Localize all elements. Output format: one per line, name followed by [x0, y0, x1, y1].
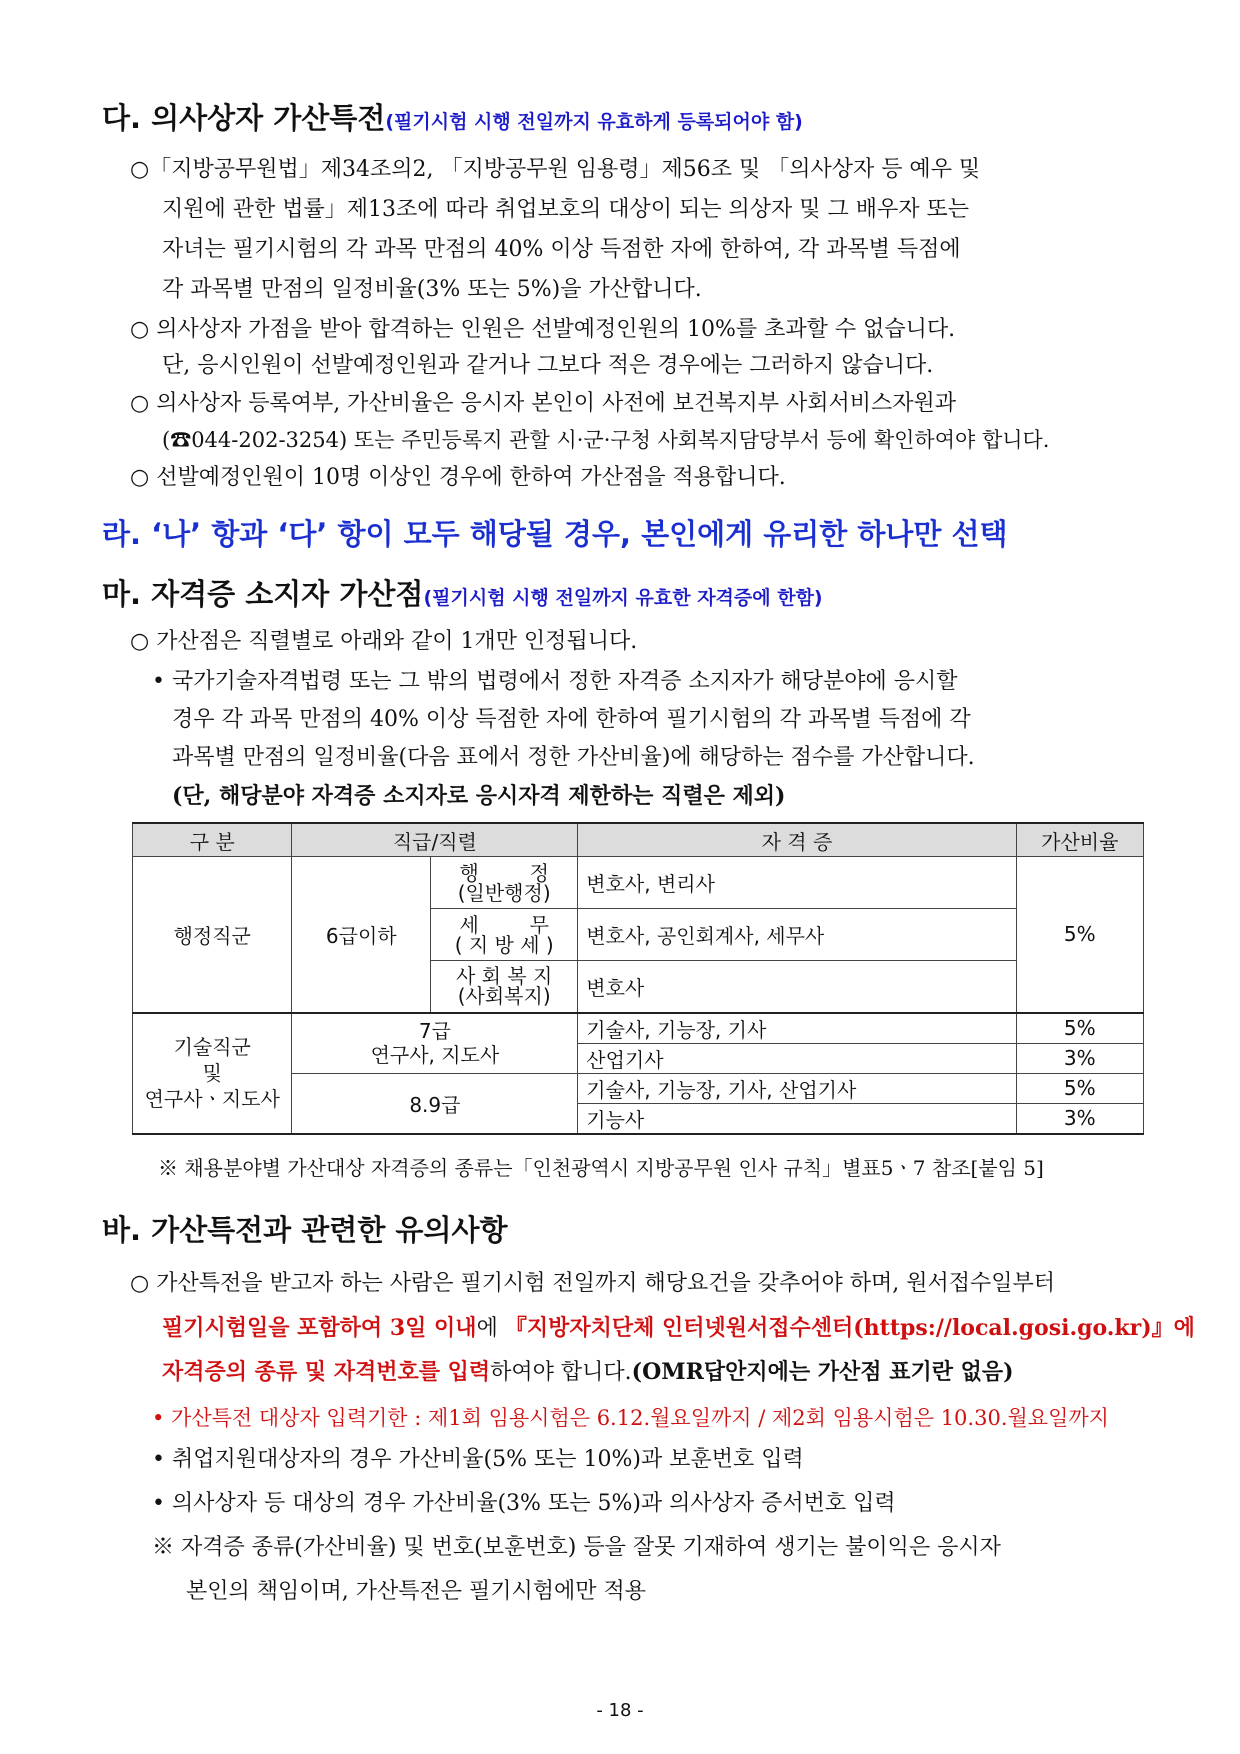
admin-cert-cell: 변호사, 공인회계사, 세무사: [578, 909, 1016, 961]
admin-cert-cell: 변호사, 변리사: [578, 857, 1016, 909]
tech-group-line: 연구사ㆍ지도사: [144, 1087, 280, 1111]
series-sublabel: (일반행정): [457, 880, 551, 905]
section-ba-heading: 바. 가산특전과 관련한 유의사항: [102, 1213, 508, 1247]
table-row: [133, 857, 1144, 909]
certificate-bonus-table: [132, 822, 1144, 1135]
series-sublabel: ( 지 방 세 ): [454, 932, 554, 957]
da-bullet-2-line-2: 단, 응시인원이 선발예정인원과 같거나 그보다 적은 경우에는 그러하지 않습니다.: [162, 353, 934, 378]
section-da-title: 다. 의사상자 가산특전: [102, 101, 386, 135]
ma-dash-1-line-2: 경우 각 과목 만점의 40% 이상 득점한 자에 한하여 필기시험의 각 과목별 득점에 각: [172, 707, 971, 732]
tech-cert-cell: 산업기사: [578, 1043, 1016, 1073]
tech-grade-7-cell: [292, 1013, 578, 1074]
da-bullet-1-line-4: 각 과목별 만점의 일정비율(3% 또는 5%)을 가산합니다.: [162, 277, 702, 302]
ba-bullet-1-line-1: ○ 가산특전을 받고자 하는 사람은 필기시험 전일까지 해당요건을 갖추어야 하며, 원서접수일부터: [130, 1271, 1055, 1296]
section-da-note: (필기시험 시행 전일까지 유효하게 등록되어야 함): [385, 111, 803, 133]
da-bullet-3-line-1: ○ 의사상자 등록여부, 가산비율은 응시자 본인이 사전에 보건복지부 사회서비스자원과: [130, 391, 956, 416]
ma-dash-1-line-1: • 국가기술자격법령 또는 그 밖의 법령에서 정한 자격증 소지자가 해당분야에 응시할: [152, 669, 958, 694]
tech-group-line: 및: [202, 1061, 222, 1085]
tech-grade-line: 7급: [418, 1019, 451, 1043]
tech-grade-line: 연구사, 지도사: [370, 1043, 500, 1067]
admin-series-cell: [431, 857, 578, 909]
admin-group-cell: 행정직군: [133, 857, 292, 1013]
section-ra-heading: 라. ‘나’ 항과 ‘다’ 항이 모두 해당될 경우, 본인에게 유리한 하나만 선택: [102, 517, 1008, 551]
table-header-row: [133, 823, 1144, 857]
admin-grade-cell: 6급이하: [292, 857, 431, 1013]
series-sublabel: (사회복지): [457, 984, 551, 1009]
section-ma-note: (필기시험 시행 전일까지 유효한 자격증에 한함): [423, 587, 823, 609]
tech-group-line: 기술직군: [173, 1035, 251, 1059]
series-label: 행 정: [459, 860, 549, 885]
da-bullet-1-line-1: ○「지방공무원법」제34조의2, 「지방공무원 임용령」제56조 및 「의사상자 등 예우 및: [130, 157, 981, 182]
tech-rate-cell: 5%: [1016, 1073, 1143, 1103]
ma-dash-1-exception: (단, 해당분야 자격증 소지자로 응시자격 제한하는 직렬은 제외): [172, 783, 786, 809]
table-footnote: ※ 채용분야별 가산대상 자격증의 종류는「인천광역시 지방공무원 인사 규칙」별표5ㆍ7 참조[붙임 5]: [158, 1156, 1044, 1180]
ba-note-line-1: ※ 자격증 종류(가산비율) 및 번호(보훈번호) 등을 잘못 기재하여 생기는 불이익은 응시자: [152, 1535, 1001, 1560]
tech-cert-cell: 기술사, 기능장, 기사: [578, 1013, 1016, 1044]
ba-text: 하여야 합니다.: [490, 1360, 632, 1385]
header-grade: 직급/직렬: [292, 823, 578, 857]
ba-text: 에: [476, 1316, 505, 1341]
series-label: 사 회 복 지: [456, 964, 553, 989]
section-da-heading: [102, 96, 803, 137]
ba-note-line-2: 본인의 책임이며, 가산특전은 필기시험에만 적용: [186, 1579, 647, 1604]
admin-series-cell: [431, 961, 578, 1013]
da-bullet-1-line-3: 자녀는 필기시험의 각 과목 만점의 40% 이상 득점한 자에 한하여, 각 과목별 득점에: [162, 237, 961, 262]
ba-omr-note: (OMR답안지에는 가산점 표기란 없음): [631, 1359, 1014, 1385]
admin-rate-cell: 5%: [1016, 857, 1143, 1013]
tech-rate-cell: 3%: [1016, 1043, 1143, 1073]
tech-cert-cell: 기술사, 기능장, 기사, 산업기사: [578, 1073, 1016, 1103]
section-ma-heading: [102, 572, 823, 613]
ma-dash-1-line-3: 과목별 만점의 일정비율(다음 표에서 정한 가산비율)에 해당하는 점수를 가산합니다.: [172, 745, 975, 770]
admin-series-cell: [431, 909, 578, 961]
tech-rate-cell: 5%: [1016, 1013, 1143, 1044]
da-bullet-1-line-2: 지원에 관한 법률」제13조에 따라 취업보호의 대상이 되는 의상자 및 그 배우자 또는: [162, 197, 969, 222]
ma-bullet-1: ○ 가산점은 직렬별로 아래와 같이 1개만 인정됩니다.: [130, 629, 638, 654]
ba-dash-1: • 가산특전 대상자 입력기한 : 제1회 임용시험은 6.12.월요일까지 / 제2회 임용시험은 10.30.월요일까지: [152, 1406, 1109, 1430]
series-label: 세 무: [459, 912, 549, 937]
header-rate: 가산비율: [1016, 823, 1143, 857]
tech-cert-cell: 기능사: [578, 1103, 1016, 1134]
ba-dash-3: • 의사상자 등 대상의 경우 가산비율(3% 또는 5%)과 의사상자 증서번호 입력: [152, 1491, 896, 1516]
page-number: - 18 -: [596, 1700, 644, 1721]
ba-input-highlight: 자격증의 종류 및 자격번호를 입력: [162, 1359, 491, 1385]
ba-bullet-1-line-2: [162, 1308, 1195, 1349]
ba-deadline-highlight: 필기시험일을 포함하여 3일 이내: [162, 1315, 477, 1341]
ba-bullet-1-line-3: [162, 1352, 1014, 1393]
da-bullet-2-line-1: ○ 의사상자 가점을 받아 합격하는 인원은 선발예정인원의 10%를 초과할 수 없습니다.: [130, 317, 956, 342]
header-certificate: 자 격 증: [578, 823, 1016, 857]
tech-rate-cell: 3%: [1016, 1103, 1143, 1134]
admin-cert-cell: 변호사: [578, 961, 1016, 1013]
tech-grade-89-cell: 8.9급: [292, 1073, 578, 1134]
ba-site-highlight: 『지방자치단체 인터넷원서접수센터(https://local.gosi.go.kr)』에: [504, 1315, 1195, 1341]
tech-group-cell: [133, 1013, 292, 1134]
da-bullet-4: ○ 선발예정인원이 10명 이상인 경우에 한하여 가산점을 적용합니다.: [130, 465, 786, 490]
section-ma-title: 마. 자격증 소지자 가산점: [102, 577, 424, 611]
da-bullet-3-line-2: (☎044-202-3254) 또는 주민등록지 관할 시·군·구청 사회복지담당부서 등에 확인하여야 합니다.: [162, 428, 1050, 452]
table-row: [133, 1013, 1144, 1044]
ba-dash-2: • 취업지원대상자의 경우 가산비율(5% 또는 10%)과 보훈번호 입력: [152, 1447, 804, 1472]
header-category: 구 분: [133, 823, 292, 857]
